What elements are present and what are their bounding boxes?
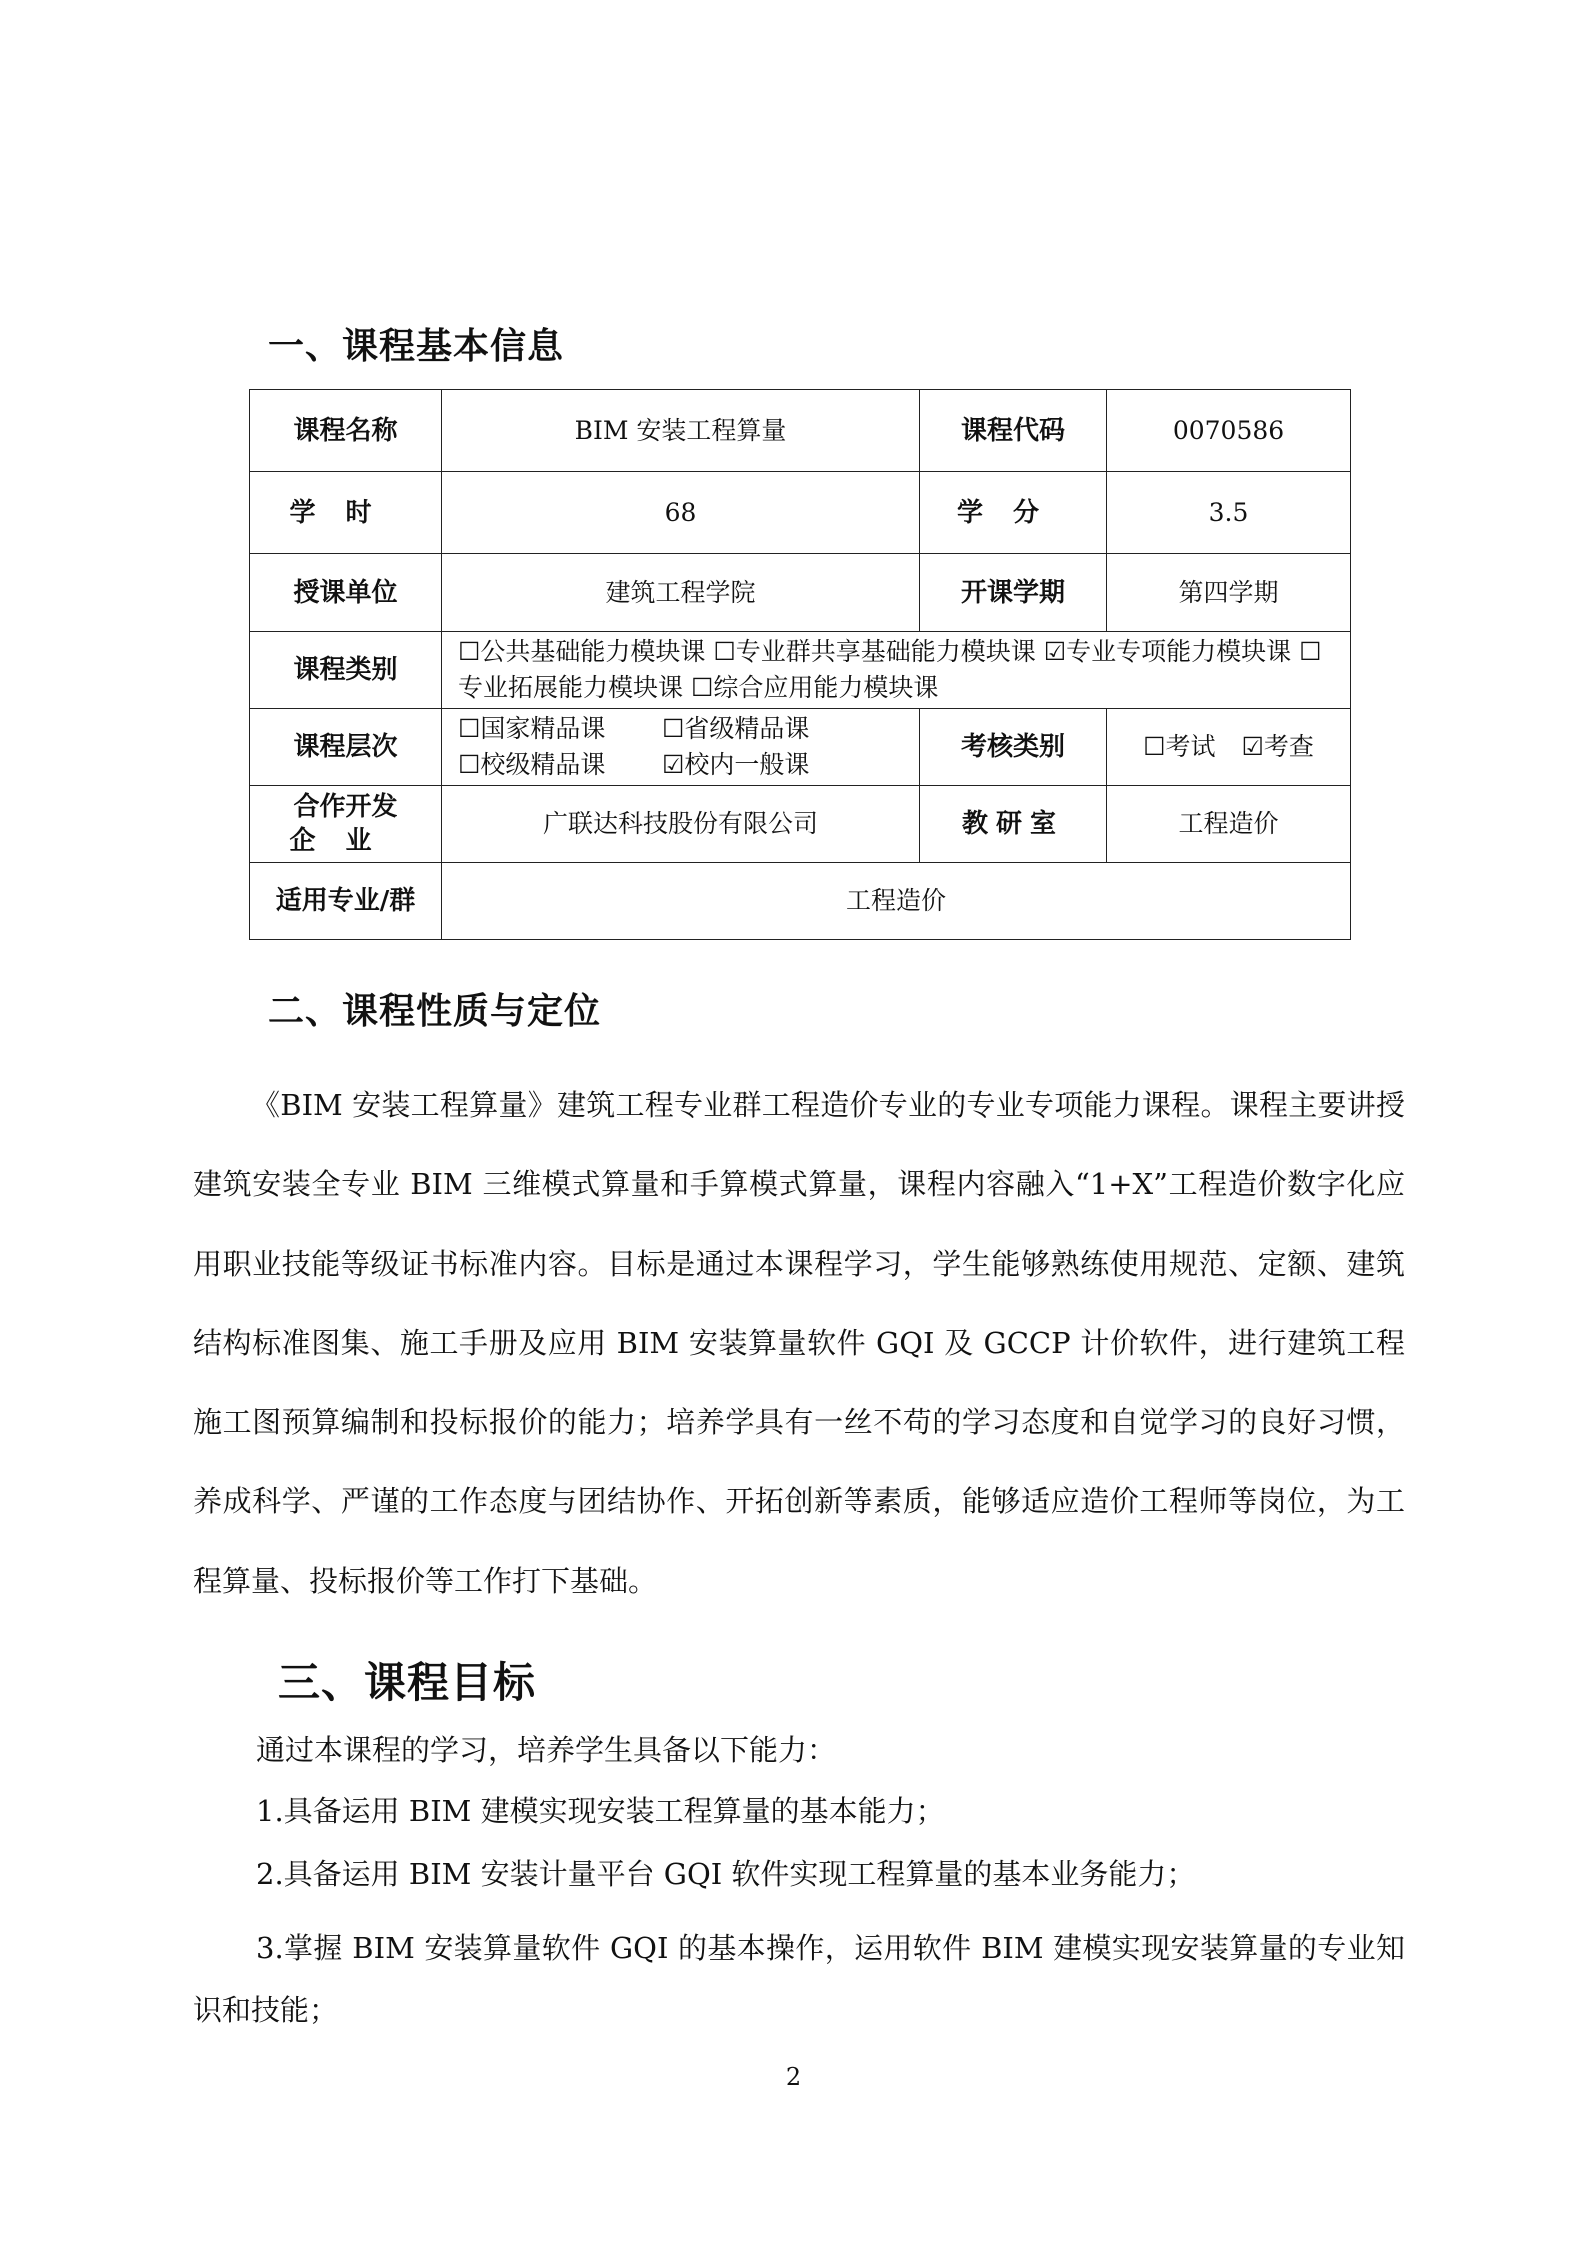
table-row bbox=[250, 472, 1351, 554]
level-option[interactable]: ☑校内一般课 bbox=[662, 750, 810, 779]
table-row bbox=[250, 390, 1351, 472]
label-applicable-major: 适用专业/群 bbox=[250, 863, 442, 940]
label-course-code: 课程代码 bbox=[920, 390, 1107, 472]
label-assessment-type: 考核类别 bbox=[920, 709, 1107, 786]
objective-item: 3.掌握 BIM 安装算量软件 GQI 的基本操作，运用软件 BIM 建模实现安装算量的专业知识和技能； bbox=[193, 1931, 1405, 2027]
label-teaching-office: 教研室 bbox=[920, 786, 1107, 863]
category-option[interactable]: ☐专业拓展能力模块课 bbox=[458, 637, 1322, 702]
objective-intro: 通过本课程的学习，培养学生具备以下能力： bbox=[256, 1733, 837, 1767]
section-2-heading: 二、课程性质与定位 bbox=[268, 991, 602, 1032]
label-course-level: 课程层次 bbox=[250, 709, 442, 786]
section-2-paragraph: 《BIM 安装工程算量》建筑工程专业群工程造价专业的专业专项能力课程。课程主要讲授建筑安装全专业 BIM 三维模式算量和手算模式算量，课程内容融入“1+X”工程造价数字化应用职业技能等级证书标准内容。目标是通过本课程学习，学生能够熟练使用规范、定额、建筑结构标准图集、施工手册及应用 BIM 安装算量软件 GQI 及 GCCP 计价软件，进行建筑工程施工图预算编制和投标报价的能力；培养学具有一丝不苟的学习态度和自觉学习的良好习惯，养成科学、严谨的工作态度与团结协作、开拓创新等素质，能够适应造价工程师等岗位，为工程算量、投标报价等工作打下基础。 bbox=[193, 1088, 1405, 1598]
assessment-option[interactable]: ☑考查 bbox=[1241, 732, 1314, 761]
value-credits: 3.5 bbox=[1107, 472, 1351, 554]
table-row bbox=[250, 786, 1351, 863]
objective-item: 1.具备运用 BIM 建模实现安装工程算量的基本能力； bbox=[256, 1794, 945, 1828]
table-row bbox=[250, 632, 1351, 709]
category-option[interactable]: ☑专业专项能力模块课 bbox=[1043, 637, 1292, 666]
table-row bbox=[250, 554, 1351, 632]
category-option[interactable]: ☐公共基础能力模块课 bbox=[458, 637, 706, 666]
table-row bbox=[250, 709, 1351, 786]
value-teaching-office: 工程造价 bbox=[1107, 786, 1351, 863]
course-level-options bbox=[442, 709, 920, 786]
level-option[interactable]: ☐校级精品课 bbox=[458, 750, 606, 779]
label-partner-line-2: 企业 bbox=[289, 826, 402, 856]
assessment-option[interactable]: ☐考试 bbox=[1143, 732, 1216, 761]
table-row bbox=[250, 863, 1351, 940]
section-3-heading: 三、课程目标 bbox=[278, 1658, 537, 1707]
category-option[interactable]: ☐专业群共享基础能力模块课 bbox=[713, 637, 1036, 666]
label-teaching-unit: 授课单位 bbox=[250, 554, 442, 632]
assessment-type-options bbox=[1107, 709, 1351, 786]
label-partner-line-1: 合作开发 bbox=[293, 792, 398, 822]
page-number: 2 bbox=[785, 2063, 802, 2091]
value-semester: 第四学期 bbox=[1107, 554, 1351, 632]
objective-item: 2.具备运用 BIM 安装计量平台 GQI 软件实现工程算量的基本业务能力； bbox=[256, 1857, 1196, 1891]
course-info-table bbox=[249, 389, 1351, 940]
label-course-category: 课程类别 bbox=[250, 632, 442, 709]
label-hours: 学时 bbox=[250, 472, 442, 554]
label-course-name: 课程名称 bbox=[250, 390, 442, 472]
value-course-name: BIM 安装工程算量 bbox=[442, 390, 920, 472]
level-option[interactable]: ☐国家精品课 bbox=[458, 714, 606, 743]
label-partner-enterprise bbox=[250, 786, 442, 863]
label-credits: 学分 bbox=[920, 472, 1107, 554]
category-option[interactable]: ☐综合应用能力模块课 bbox=[690, 673, 939, 702]
course-category-options bbox=[442, 632, 1351, 709]
section-1-heading: 一、课程基本信息 bbox=[268, 326, 565, 367]
label-semester: 开课学期 bbox=[920, 554, 1107, 632]
value-applicable-major: 工程造价 bbox=[442, 863, 1351, 940]
value-teaching-unit: 建筑工程学院 bbox=[442, 554, 920, 632]
value-hours: 68 bbox=[442, 472, 920, 554]
level-option[interactable]: ☐省级精品课 bbox=[662, 714, 810, 743]
value-course-code: 0070586 bbox=[1107, 390, 1351, 472]
value-partner-enterprise: 广联达科技股份有限公司 bbox=[442, 786, 920, 863]
